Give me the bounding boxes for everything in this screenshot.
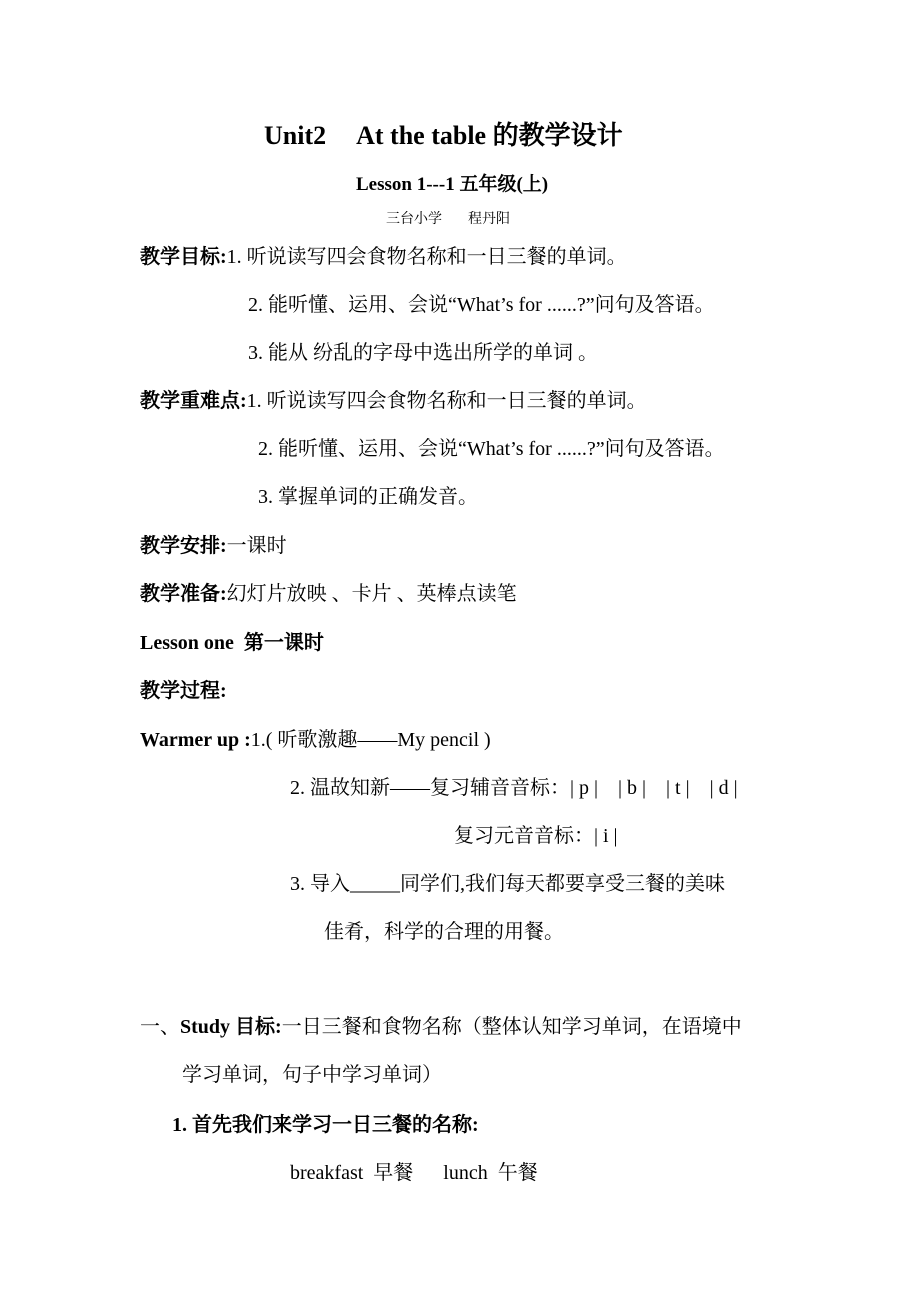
objective-item: 3. 能从 纷乱的字母中选出所学的单词 。: [248, 342, 598, 364]
study-vocab: breakfast 早餐 lunch 午餐: [290, 1162, 538, 1184]
arrangement-line: [140, 533, 287, 559]
study-line-1: [140, 1014, 742, 1040]
keypoint-item: 1. 听说读写四会食物名称和一日三餐的单词。: [246, 390, 647, 412]
warmup-label: Warmer up :: [140, 729, 251, 751]
warmup-item: 3. 导入_____同学们,我们每天都要享受三餐的美味: [290, 873, 725, 895]
warmup-item: 1.( 听歌激趣——My pencil ): [250, 729, 491, 751]
objectives-label: 教学目标:: [140, 246, 227, 268]
author-line: [386, 211, 510, 229]
warmup-item-continued: 复习元音音标：| i |: [454, 825, 618, 847]
process-label: 教学过程:: [140, 680, 227, 702]
lesson-heading: Lesson one 第一课时: [140, 632, 324, 654]
subtitle: Lesson 1---1 五年级(上): [356, 174, 549, 195]
study-step-1: 1. 首先我们来学习一日三餐的名称:: [172, 1114, 479, 1136]
keypoint-item: 2. 能听懂、运用、会说“What’s for ......?”问句及答语。: [258, 438, 725, 460]
objective-item: 1. 听说读写四会食物名称和一日三餐的单词。: [226, 246, 627, 268]
preparation-line: [140, 581, 517, 607]
arrangement-value: 一课时: [226, 535, 287, 557]
study-text-continued: 学习单词，句子中学习单词）: [182, 1064, 442, 1086]
arrangement-label: 教学安排:: [140, 535, 227, 557]
title-rest: At the table 的教学设计: [356, 121, 623, 150]
warmup-line-1: [140, 727, 491, 753]
preparation-label: 教学准备:: [140, 583, 227, 605]
document-title: [264, 120, 623, 152]
keypoint-item: 3. 掌握单词的正确发音。: [258, 486, 478, 508]
title-unit: Unit2: [264, 121, 327, 150]
study-label: Study 目标:: [180, 1016, 282, 1038]
objective-item: 2. 能听懂、运用、会说“What’s for ......?”问句及答语。: [248, 294, 715, 316]
study-text: 一日三餐和食物名称（整体认知学习单词，在语境中: [281, 1016, 742, 1038]
warmup-item-continued: 佳肴，科学的合理的用餐。: [324, 921, 564, 943]
keypoints-line-1: [140, 388, 647, 414]
author-school: 三台小学: [386, 212, 442, 227]
keypoints-label: 教学重难点:: [140, 390, 247, 412]
author-name: 程丹阳: [468, 212, 510, 227]
study-prefix: 一、: [140, 1016, 180, 1038]
warmup-item: 2. 温故知新——复习辅音音标：| p | | b | | t | | d |: [290, 777, 738, 799]
objectives-line-1: [140, 244, 627, 270]
preparation-value: 幻灯片放映 、卡片 、英棒点读笔: [226, 583, 517, 605]
